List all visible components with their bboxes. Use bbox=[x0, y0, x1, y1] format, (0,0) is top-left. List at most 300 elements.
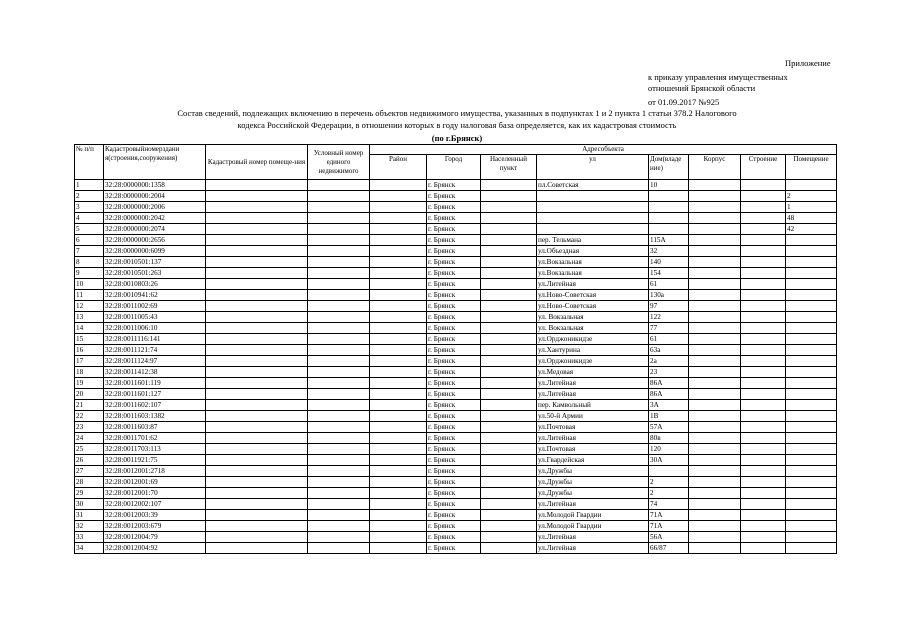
cadastral-room-cell bbox=[206, 323, 308, 334]
cadastral-building-cell: 32:28:0000000:2006 bbox=[104, 202, 206, 213]
building-cell bbox=[741, 389, 786, 400]
building-cell bbox=[741, 246, 786, 257]
cadastral-room-cell bbox=[206, 345, 308, 356]
street-cell bbox=[537, 224, 649, 235]
conditional-number-cell bbox=[308, 279, 370, 290]
cadastral-room-cell bbox=[206, 422, 308, 433]
conditional-number-cell bbox=[308, 202, 370, 213]
table-row bbox=[75, 532, 837, 543]
cadastral-room-cell bbox=[206, 488, 308, 499]
house-cell bbox=[649, 213, 689, 224]
korpus-cell bbox=[689, 279, 741, 290]
building-cell bbox=[741, 312, 786, 323]
room-cell bbox=[786, 389, 837, 400]
street-cell: ул.Литейная bbox=[537, 279, 649, 290]
city-cell: г. Брянск bbox=[427, 389, 481, 400]
house-cell bbox=[649, 224, 689, 235]
row-number-cell: 18 bbox=[75, 367, 104, 378]
cadastral-room-cell bbox=[206, 268, 308, 279]
building-cell bbox=[741, 400, 786, 411]
district-cell bbox=[370, 521, 427, 532]
cadastral-room-cell bbox=[206, 180, 308, 191]
table-row bbox=[75, 268, 837, 279]
korpus-cell bbox=[689, 422, 741, 433]
row-number-cell: 19 bbox=[75, 378, 104, 389]
building-cell bbox=[741, 356, 786, 367]
street-cell: пер. Тельмана bbox=[537, 235, 649, 246]
street-cell: ул.Гвардейская bbox=[537, 455, 649, 466]
city-cell: г. Брянск bbox=[427, 466, 481, 477]
locality-cell bbox=[481, 180, 537, 191]
locality-cell bbox=[481, 466, 537, 477]
cadastral-building-cell: 32:28:0012002:107 bbox=[104, 499, 206, 510]
row-number-cell: 27 bbox=[75, 466, 104, 477]
conditional-number-cell bbox=[308, 180, 370, 191]
locality-cell bbox=[481, 235, 537, 246]
conditional-number-cell bbox=[308, 433, 370, 444]
col-building-header: Строение bbox=[741, 155, 786, 180]
cadastral-building-cell: 32:28:0000000:2656 bbox=[104, 235, 206, 246]
cadastral-room-cell bbox=[206, 510, 308, 521]
row-number-cell: 10 bbox=[75, 279, 104, 290]
building-cell bbox=[741, 521, 786, 532]
cadastral-building-cell: 32:28:0012001:2718 bbox=[104, 466, 206, 477]
cadastral-building-cell: 32:28:0011121:74 bbox=[104, 345, 206, 356]
street-cell: ул.Орджоникидзе bbox=[537, 356, 649, 367]
street-cell: ул.Орджоникидзе bbox=[537, 334, 649, 345]
street-cell bbox=[537, 213, 649, 224]
city-cell: г. Брянск bbox=[427, 543, 481, 554]
table-row bbox=[75, 312, 837, 323]
row-number-cell: 34 bbox=[75, 543, 104, 554]
locality-cell bbox=[481, 400, 537, 411]
row-number-cell: 24 bbox=[75, 433, 104, 444]
korpus-cell bbox=[689, 202, 741, 213]
table-row bbox=[75, 400, 837, 411]
conditional-number-cell bbox=[308, 356, 370, 367]
district-cell bbox=[370, 466, 427, 477]
building-cell bbox=[741, 499, 786, 510]
city-cell: г. Брянск bbox=[427, 202, 481, 213]
conditional-number-cell bbox=[308, 191, 370, 202]
cadastral-building-cell: 32:28:0011701:62 bbox=[104, 433, 206, 444]
room-cell bbox=[786, 323, 837, 334]
table-row bbox=[75, 422, 837, 433]
cadastral-building-cell: 32:28:0011601:127 bbox=[104, 389, 206, 400]
col-room-header: Помещение bbox=[786, 155, 837, 180]
district-cell bbox=[370, 345, 427, 356]
table-row bbox=[75, 180, 837, 191]
district-cell bbox=[370, 499, 427, 510]
conditional-number-cell bbox=[308, 378, 370, 389]
cadastral-building-cell: 32:28:0012004:92 bbox=[104, 543, 206, 554]
street-cell: ул.Литейная bbox=[537, 433, 649, 444]
conditional-number-cell bbox=[308, 411, 370, 422]
street-cell: пл.Советская bbox=[537, 180, 649, 191]
district-cell bbox=[370, 543, 427, 554]
korpus-cell bbox=[689, 268, 741, 279]
cadastral-room-cell bbox=[206, 543, 308, 554]
house-cell: 120 bbox=[649, 444, 689, 455]
cadastral-room-cell bbox=[206, 499, 308, 510]
locality-cell bbox=[481, 477, 537, 488]
table-row bbox=[75, 323, 837, 334]
row-number-cell: 4 bbox=[75, 213, 104, 224]
table-row bbox=[75, 411, 837, 422]
row-number-cell: 32 bbox=[75, 521, 104, 532]
room-cell bbox=[786, 378, 837, 389]
street-cell: ул.Почтовая bbox=[537, 444, 649, 455]
korpus-cell bbox=[689, 301, 741, 312]
conditional-number-cell bbox=[308, 532, 370, 543]
room-cell: 42 bbox=[786, 224, 837, 235]
document-subtitle-city: (по г.Брянск) bbox=[431, 133, 483, 143]
room-cell bbox=[786, 422, 837, 433]
street-cell: ул.Дружбы bbox=[537, 477, 649, 488]
table-row bbox=[75, 444, 837, 455]
locality-cell bbox=[481, 367, 537, 378]
building-cell bbox=[741, 367, 786, 378]
row-number-cell: 23 bbox=[75, 422, 104, 433]
room-cell: 1 bbox=[786, 202, 837, 213]
korpus-cell bbox=[689, 510, 741, 521]
col-house-header: Дом(владе ние) bbox=[649, 155, 689, 180]
cadastral-room-cell bbox=[206, 312, 308, 323]
city-cell: г. Брянск bbox=[427, 455, 481, 466]
locality-cell bbox=[481, 334, 537, 345]
city-cell: г. Брянск bbox=[427, 356, 481, 367]
street-cell: ул.Ново-Советская bbox=[537, 290, 649, 301]
house-cell: 71А bbox=[649, 510, 689, 521]
cadastral-room-cell bbox=[206, 532, 308, 543]
locality-cell bbox=[481, 378, 537, 389]
building-cell bbox=[741, 323, 786, 334]
order-date-number: от 01.09.2017 №925 bbox=[648, 97, 720, 107]
locality-cell bbox=[481, 532, 537, 543]
conditional-number-cell bbox=[308, 455, 370, 466]
cadastral-room-cell bbox=[206, 213, 308, 224]
locality-cell bbox=[481, 279, 537, 290]
room-cell bbox=[786, 279, 837, 290]
city-cell: г. Брянск bbox=[427, 180, 481, 191]
table-row bbox=[75, 191, 837, 202]
building-cell bbox=[741, 411, 786, 422]
conditional-number-cell bbox=[308, 224, 370, 235]
building-cell bbox=[741, 301, 786, 312]
conditional-number-cell bbox=[308, 400, 370, 411]
row-number-cell: 8 bbox=[75, 257, 104, 268]
row-number-cell: 28 bbox=[75, 477, 104, 488]
room-cell bbox=[786, 466, 837, 477]
conditional-number-cell bbox=[308, 367, 370, 378]
city-cell: г. Брянск bbox=[427, 246, 481, 257]
korpus-cell bbox=[689, 246, 741, 257]
building-cell bbox=[741, 422, 786, 433]
cadastral-building-cell: 32:28:0012004:79 bbox=[104, 532, 206, 543]
room-cell bbox=[786, 444, 837, 455]
street-cell: ул. Вокзальная bbox=[537, 312, 649, 323]
korpus-cell bbox=[689, 433, 741, 444]
street-cell: ул.Литейная bbox=[537, 532, 649, 543]
korpus-cell bbox=[689, 191, 741, 202]
cadastral-building-cell: 32:28:0011921:75 bbox=[104, 455, 206, 466]
table-row bbox=[75, 455, 837, 466]
locality-cell bbox=[481, 213, 537, 224]
room-cell bbox=[786, 356, 837, 367]
locality-cell bbox=[481, 191, 537, 202]
street-cell: ул. Вокзальная bbox=[537, 323, 649, 334]
room-cell bbox=[786, 532, 837, 543]
district-cell bbox=[370, 422, 427, 433]
conditional-number-cell bbox=[308, 235, 370, 246]
building-cell bbox=[741, 532, 786, 543]
room-cell bbox=[786, 411, 837, 422]
room-cell bbox=[786, 257, 837, 268]
house-cell: 74 bbox=[649, 499, 689, 510]
row-number-cell: 7 bbox=[75, 246, 104, 257]
building-cell bbox=[741, 235, 786, 246]
cadastral-room-cell bbox=[206, 400, 308, 411]
locality-cell bbox=[481, 312, 537, 323]
room-cell bbox=[786, 334, 837, 345]
table-row bbox=[75, 356, 837, 367]
table-row bbox=[75, 224, 837, 235]
city-cell: г. Брянск bbox=[427, 488, 481, 499]
cadastral-room-cell bbox=[206, 301, 308, 312]
conditional-number-cell bbox=[308, 246, 370, 257]
room-cell bbox=[786, 433, 837, 444]
table-row bbox=[75, 543, 837, 554]
korpus-cell bbox=[689, 400, 741, 411]
table-row bbox=[75, 521, 837, 532]
table-body bbox=[75, 180, 837, 554]
street-cell: ул.Литейная bbox=[537, 543, 649, 554]
table-row bbox=[75, 334, 837, 345]
street-cell: ул.Молодой Гвардии bbox=[537, 510, 649, 521]
room-cell: 2 bbox=[786, 191, 837, 202]
property-register-table bbox=[74, 144, 837, 554]
city-cell: г. Брянск bbox=[427, 433, 481, 444]
building-cell bbox=[741, 444, 786, 455]
col-conditional-number-header: Условный номер единого недвижимого bbox=[308, 145, 370, 180]
house-cell: 56А bbox=[649, 532, 689, 543]
building-cell bbox=[741, 510, 786, 521]
building-cell bbox=[741, 334, 786, 345]
room-cell bbox=[786, 246, 837, 257]
building-cell bbox=[741, 202, 786, 213]
col-city-header: Город bbox=[427, 155, 481, 180]
document-title-line-2: кодекса Российской Федерации, в отношении которых в году налоговая база определяется, как их кадастровая стоимость bbox=[237, 120, 677, 130]
house-cell: 1В bbox=[649, 411, 689, 422]
house-cell: 77 bbox=[649, 323, 689, 334]
locality-cell bbox=[481, 356, 537, 367]
row-number-cell: 12 bbox=[75, 301, 104, 312]
city-cell: г. Брянск bbox=[427, 444, 481, 455]
district-cell bbox=[370, 268, 427, 279]
row-number-cell: 26 bbox=[75, 455, 104, 466]
korpus-cell bbox=[689, 312, 741, 323]
cadastral-room-cell bbox=[206, 279, 308, 290]
house-cell bbox=[649, 466, 689, 477]
col-korpus-header: Корпус bbox=[689, 155, 741, 180]
district-cell bbox=[370, 367, 427, 378]
korpus-cell bbox=[689, 532, 741, 543]
korpus-cell bbox=[689, 499, 741, 510]
city-cell: г. Брянск bbox=[427, 191, 481, 202]
house-cell: 130а bbox=[649, 290, 689, 301]
row-number-cell: 21 bbox=[75, 400, 104, 411]
city-cell: г. Брянск bbox=[427, 213, 481, 224]
district-cell bbox=[370, 191, 427, 202]
row-number-cell: 25 bbox=[75, 444, 104, 455]
district-cell bbox=[370, 213, 427, 224]
street-cell bbox=[537, 202, 649, 213]
room-cell bbox=[786, 455, 837, 466]
cadastral-building-cell: 32:28:0012001:70 bbox=[104, 488, 206, 499]
building-cell bbox=[741, 455, 786, 466]
district-cell bbox=[370, 356, 427, 367]
document-title-line-1: Состав сведений, подлежащих включению в перечень объектов недвижимого имущества, указанных в подпунктах 1 и 2 пункта 1 статьи 378.2 Налогового bbox=[177, 108, 737, 118]
cadastral-room-cell bbox=[206, 389, 308, 400]
korpus-cell bbox=[689, 356, 741, 367]
street-cell: ул.Дружбы bbox=[537, 466, 649, 477]
cadastral-building-cell: 32:28:0011603:87 bbox=[104, 422, 206, 433]
cadastral-building-cell: 32:28:0010941:62 bbox=[104, 290, 206, 301]
locality-cell bbox=[481, 301, 537, 312]
conditional-number-cell bbox=[308, 477, 370, 488]
cadastral-building-cell: 32:28:0011412:38 bbox=[104, 367, 206, 378]
city-cell: г. Брянск bbox=[427, 477, 481, 488]
building-cell bbox=[741, 224, 786, 235]
col-num-header: № п/п bbox=[75, 145, 104, 180]
row-number-cell: 6 bbox=[75, 235, 104, 246]
korpus-cell bbox=[689, 235, 741, 246]
cadastral-room-cell bbox=[206, 444, 308, 455]
city-cell: г. Брянск bbox=[427, 224, 481, 235]
conditional-number-cell bbox=[308, 290, 370, 301]
room-cell bbox=[786, 235, 837, 246]
house-cell bbox=[649, 202, 689, 213]
city-cell: г. Брянск bbox=[427, 422, 481, 433]
house-cell bbox=[649, 191, 689, 202]
locality-cell bbox=[481, 444, 537, 455]
cadastral-room-cell bbox=[206, 367, 308, 378]
table-row bbox=[75, 213, 837, 224]
street-cell: ул.Вокзальная bbox=[537, 257, 649, 268]
row-number-cell: 30 bbox=[75, 499, 104, 510]
col-district-header: Район bbox=[370, 155, 427, 180]
col-cadastral-room-header: Кадастровый номер помеще-ния bbox=[206, 145, 308, 180]
table-row bbox=[75, 279, 837, 290]
district-cell bbox=[370, 202, 427, 213]
korpus-cell bbox=[689, 213, 741, 224]
locality-cell bbox=[481, 411, 537, 422]
house-cell: 71А bbox=[649, 521, 689, 532]
city-cell: г. Брянск bbox=[427, 400, 481, 411]
korpus-cell bbox=[689, 378, 741, 389]
street-cell: ул.Дружбы bbox=[537, 488, 649, 499]
table-row bbox=[75, 301, 837, 312]
city-cell: г. Брянск bbox=[427, 345, 481, 356]
korpus-cell bbox=[689, 224, 741, 235]
locality-cell bbox=[481, 521, 537, 532]
cadastral-room-cell bbox=[206, 224, 308, 235]
city-cell: г. Брянск bbox=[427, 290, 481, 301]
locality-cell bbox=[481, 345, 537, 356]
cadastral-room-cell bbox=[206, 433, 308, 444]
korpus-cell bbox=[689, 389, 741, 400]
cadastral-building-cell: 32:28:0011703:113 bbox=[104, 444, 206, 455]
locality-cell bbox=[481, 510, 537, 521]
house-cell: 122 bbox=[649, 312, 689, 323]
district-cell bbox=[370, 334, 427, 345]
row-number-cell: 17 bbox=[75, 356, 104, 367]
korpus-cell bbox=[689, 345, 741, 356]
conditional-number-cell bbox=[308, 444, 370, 455]
conditional-number-cell bbox=[308, 345, 370, 356]
street-cell: ул.Литейная bbox=[537, 499, 649, 510]
table-row bbox=[75, 499, 837, 510]
table-row bbox=[75, 466, 837, 477]
col-address-group-header: Адресобъекта bbox=[370, 145, 837, 155]
conditional-number-cell bbox=[308, 422, 370, 433]
house-cell: 86А bbox=[649, 378, 689, 389]
row-number-cell: 9 bbox=[75, 268, 104, 279]
cadastral-building-cell: 32:28:0011602:107 bbox=[104, 400, 206, 411]
row-number-cell: 3 bbox=[75, 202, 104, 213]
cadastral-building-cell: 32:28:0011124:97 bbox=[104, 356, 206, 367]
locality-cell bbox=[481, 290, 537, 301]
building-cell bbox=[741, 213, 786, 224]
city-cell: г. Брянск bbox=[427, 411, 481, 422]
house-cell: 3А bbox=[649, 400, 689, 411]
room-cell bbox=[786, 400, 837, 411]
building-cell bbox=[741, 345, 786, 356]
house-cell: 66/87 bbox=[649, 543, 689, 554]
district-cell bbox=[370, 532, 427, 543]
district-cell bbox=[370, 510, 427, 521]
building-cell bbox=[741, 433, 786, 444]
cadastral-room-cell bbox=[206, 466, 308, 477]
table-row bbox=[75, 290, 837, 301]
district-cell bbox=[370, 257, 427, 268]
table-row bbox=[75, 477, 837, 488]
korpus-cell bbox=[689, 257, 741, 268]
building-cell bbox=[741, 477, 786, 488]
row-number-cell: 5 bbox=[75, 224, 104, 235]
col-street-header: ул bbox=[537, 155, 649, 180]
row-number-cell: 22 bbox=[75, 411, 104, 422]
korpus-cell bbox=[689, 477, 741, 488]
room-cell bbox=[786, 543, 837, 554]
district-cell bbox=[370, 290, 427, 301]
cadastral-room-cell bbox=[206, 455, 308, 466]
street-cell: пер. Камвольный bbox=[537, 400, 649, 411]
house-cell: 63а bbox=[649, 345, 689, 356]
house-cell: 80в bbox=[649, 433, 689, 444]
city-cell: г. Брянск bbox=[427, 521, 481, 532]
korpus-cell bbox=[689, 290, 741, 301]
city-cell: г. Брянск bbox=[427, 312, 481, 323]
street-cell: ул.Хантурина bbox=[537, 345, 649, 356]
korpus-cell bbox=[689, 543, 741, 554]
row-number-cell: 14 bbox=[75, 323, 104, 334]
street-cell: ул.Ново-Советская bbox=[537, 301, 649, 312]
conditional-number-cell bbox=[308, 510, 370, 521]
room-cell bbox=[786, 290, 837, 301]
locality-cell bbox=[481, 499, 537, 510]
conditional-number-cell bbox=[308, 521, 370, 532]
